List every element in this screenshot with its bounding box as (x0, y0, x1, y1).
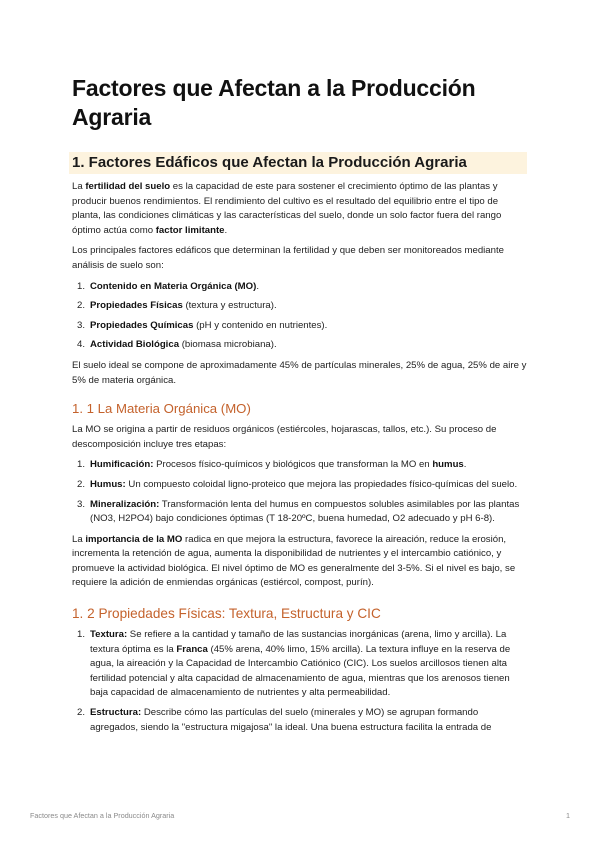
list-item: 2. Estructura: Describe cómo las partículas del suelo (minerales y MO) se agrupan formando agregados, siendo la "estructura migajosa" la ideal. Una buena estructura facilita la entrada de (77, 707, 492, 733)
list-item: 3. Propiedades Químicas (pH y contenido en nutrientes). (77, 319, 328, 331)
footer-title: Factores que Afectan a la Producción Agraria (30, 811, 175, 820)
list-item: 1. Contenido en Materia Orgánica (MO). (77, 280, 259, 292)
list-item: 1. Humificación: Procesos físico-químicos y biológicos que transforman la MO en humus. (77, 459, 467, 471)
section-1-2-heading: 1. 2 Propiedades Físicas: Textura, Estructura y CIC (72, 606, 381, 622)
section-1-1-paragraph-2: La importancia de la MO radica en que mejora la estructura, favorece la aireación, reduce la erosión, incrementa la retención de agua, aumenta la disponibilidad de nutrientes y el intercambio catiónico, y promueve la actividad biológica. El nivel óptimo de MO es generalmente del 3-5%. Si el nivel es bajo, se requiere la adición de enmiendas orgánicas (estiércol, compost, purín). (72, 533, 516, 589)
physical-properties-list (72, 628, 528, 735)
list-item: 1. Textura: Se refiere a la cantidad y tamaño de las sustancias inorgánicas (arena, limo y arcilla). La textura óptima es la Franca (45% arena, 40% limo, 15% arcilla). La textura influye en la reserva de agua, la aireación y la Capacidad de Intercambio Catiónico (CIC). Los suelos arcillosos tienen alta fertilidad potencial y alta capacidad de almacenamiento de agua, mientras que los arenosos tienen baja capacidad de almacenamiento de nutrientes y alta permeabilidad. (77, 629, 511, 699)
section-1-paragraph-1: La fertilidad del suelo es la capacidad de este para sostener el crecimiento óptimo de las plantas y producir buenos rendimientos. El rendimiento del cultivo es el resultado del equilibrio entre el tipo de planta, las condiciones climáticas y las características del suelo, donde un solo factor fuera del rango óptimo actúa como factor limitante. (72, 181, 502, 236)
section-1-paragraph-2: Los principales factores edáficos que determinan la fertilidad y que deben ser monitoreados mediante análisis de suelo son: (72, 245, 504, 271)
section-1-paragraph-3: El suelo ideal se compone de aproximadamente 45% de partículas minerales, 25% de agua, 25% de aire y 5% de materia orgánica. (72, 359, 527, 386)
section-1-1-heading: 1. 1 La Materia Orgánica (MO) (72, 401, 251, 417)
list-item: 3. Mineralización: Transformación lenta del humus en compuestos solubles asimilables por las plantas (NO3, H2PO4) bajo condiciones óptimas (T 18-20ºC, buena humedad, O2 adecuado y pH 6-8). (77, 498, 520, 525)
document-title: Factores que Afectan a la Producción Agraria (72, 75, 476, 130)
section-1-1-paragraph-1: La MO se origina a partir de residuos orgánicos (estiércoles, hojarascas, tallos, etc.). Su proceso de descomposición incluye tres etapas: (72, 424, 497, 450)
section-1-heading: 1. Factores Edáficos que Afectan la Producción Agraria (69, 152, 527, 174)
page-number: 1 (566, 811, 570, 820)
edaphic-factors-list (72, 280, 528, 353)
decomposition-stages-list (72, 458, 528, 526)
list-item: 2. Humus: Un compuesto coloidal ligno-proteico que mejora las propiedades físico-químicas del suelo. (77, 478, 518, 490)
list-item: 2. Propiedades Físicas (textura y estructura). (77, 300, 277, 312)
document-page (72, 74, 528, 741)
list-item: 4. Actividad Biológica (biomasa microbiana). (77, 339, 277, 351)
page-footer (30, 811, 570, 820)
